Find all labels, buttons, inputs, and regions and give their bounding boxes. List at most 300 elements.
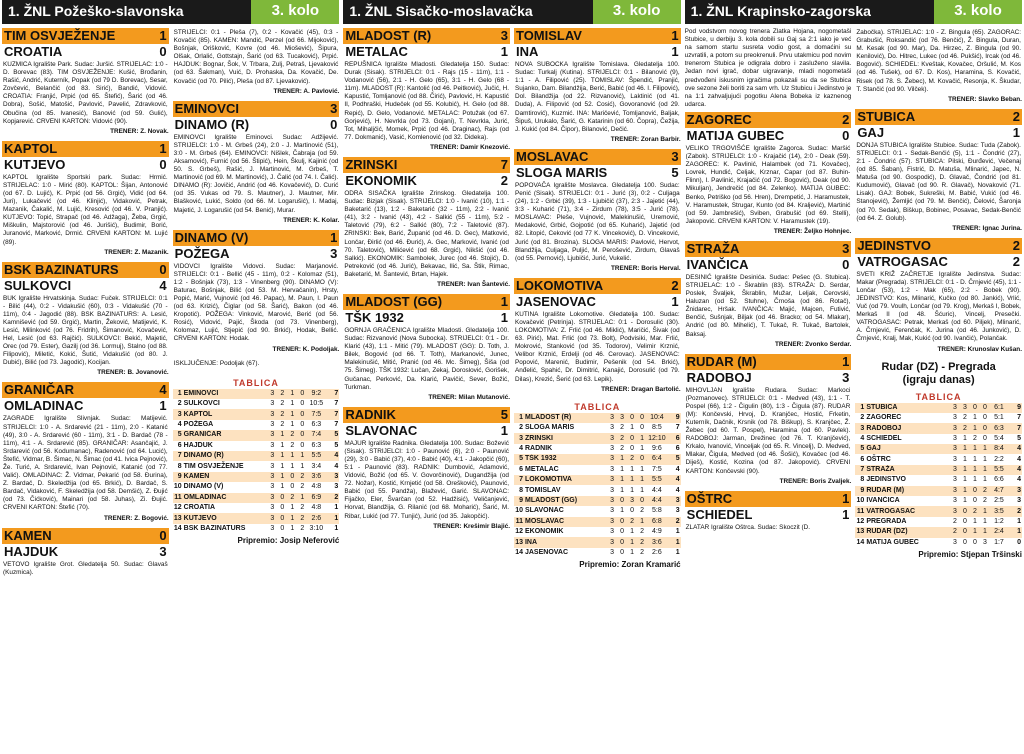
- standings-cell: 1: [637, 433, 647, 443]
- standings-cell: 1: [983, 476, 987, 484]
- standings-cell: 0: [300, 400, 305, 408]
- home-team-bar: [855, 238, 1022, 254]
- standings-cell: 0: [970, 403, 980, 413]
- standings-cell: 3: [607, 413, 617, 423]
- standings-cell: 14: [173, 524, 182, 532]
- coach-line: TRENER: K. Podoljak.: [272, 345, 340, 353]
- standings-cell: POŽEGA: [183, 420, 214, 428]
- away-team-bar: [343, 173, 510, 189]
- standings-row: [855, 413, 1022, 423]
- standings-cell: 1:7: [994, 538, 1004, 546]
- standings-cell: 6: [860, 455, 865, 463]
- standings-cell: TOMISLAV: [524, 486, 561, 494]
- away-team-score: 1: [671, 293, 679, 309]
- standings-cell: 5:4: [994, 434, 1004, 442]
- home-team-name: MOSLAVAC: [515, 148, 589, 164]
- standings-cell: 10:5: [309, 400, 324, 408]
- standings-cell: 0: [627, 433, 637, 443]
- standings-cell: 3: [270, 441, 275, 449]
- standings-cell: RUDAR (M): [865, 486, 950, 496]
- league-header: [2, 0, 339, 24]
- standings-cell: 12: [515, 528, 523, 536]
- home-team-bar: [514, 28, 681, 44]
- fixture-note: [855, 361, 1022, 387]
- standings-cell: 2: [667, 517, 681, 527]
- standings-cell: 3: [607, 496, 617, 506]
- standings-row: [514, 475, 681, 485]
- standings-cell: METALAC: [524, 465, 559, 473]
- standings-cell: 2: [277, 389, 287, 399]
- league-section: [343, 0, 680, 754]
- match-report: REPUŠNICA Igralište Mladosti. Gledatelja 150. Sudac: Durak (Sisak). STRIJELCI: 0:1 - Rajs (15 - 11m), 1:1 - Vodanović (56), 2:1 - H. Gelo (65), 3:1 - H. Gelo (68 - 11m). MLADOST (R): Kantolić (od 46. Peitković), Jučić, H. Kapustić, Tomljanović (od 88. Čirić), Pavlović, H. Kapustić II, Podhraški, Hudeček (od 55. Kolubić), H. Gelo (od 88. Repić), D. Gelo, Vodanović. METALAC: Potužak (od 67. Gorjević), H. Nevrkla (od 73. Gojani), T. Nevrkla, Jurić, Tot, Mihaljčić, Momek, Prpić (od 46. Draginac), Rajs (od 77. Dokmanić), Vasić, Komlenović (od 32. Dideka).: [344, 61, 509, 141]
- standings-cell: 9: [855, 486, 865, 496]
- standings-table: [173, 389, 340, 534]
- away-team-name: RADOBOJ: [686, 369, 752, 385]
- standings-cell: 3: [270, 483, 275, 491]
- text-column: [855, 28, 1022, 754]
- standings-title: TABLICA: [233, 377, 279, 388]
- standings-cell: 1: [287, 409, 297, 419]
- match-report: VIDOVCI Igralište Vidovci. Sudac: Marjanović. STRIJELCI: 0:1 - Bellić (45 - 11m), 0:2 - Kolomaz (51), 1:2 - Bošnjak (73), 1:3 - Vinenberg (90). DINAMO (V): Baturac, Bošnjak, Bilić (od 53. M. Hervačanin), Hrsty, Popić, Marić, Vujnović (od 46. Papac), M. Paun, I. Paun (od 63. Krizić), Čiglar (od 58. Šarić), Bakon (od 46. Kropotić). POŽEGA: Vinković, Marović, Berić (od 56. Rosić), Vidović, Pajić, Škoda (od 73. Vinenberg), Kolomaz, Lujić, Stjepić (od 90. Brkić), Hodak, Bellić. CRVENI KARTON: Hodak.: [173, 262, 339, 343]
- standings-cell: 0: [960, 527, 970, 537]
- match-report: BUK Igralište Hrvatskinja. Sudac: Fuček. STRIJELCI: 0:1 - Bilić (44), 0:2 - Vidakušić (60), 0:3 - Vidakušić (70 - 11m), 0:4 - Jagodić (88). BSK BAZINATURS: A. Lesić, Kamnišević (od 59. Grgić), Martin, Žeković, Matijević, K. Lesić, Milinković (od 76. Fridrih), Šimanović, Kovačević, Hel, Lesić (od 63. Rajčić). SULKOVCI: Bekić, Majetić, Orec (od 79. Ester), Gazilj (od 36. Lormuj), Stalno (od 88. Filipović), Miletić, Kokić, Šutić, Vidakušić (od 80. J. Dubić), Bilić (od 73. Jagodić), Kocijan.: [3, 294, 168, 367]
- standings-cell: 7: [1008, 423, 1022, 433]
- away-team-name: GAJ: [857, 124, 885, 140]
- standings-cell: 2: [620, 424, 625, 432]
- standings-cell: 1: [640, 444, 645, 452]
- standings-cell: 1: [960, 444, 970, 454]
- standings-cell: 4: [1017, 455, 1021, 463]
- standings-cell: 7: [334, 420, 339, 428]
- standings-cell: 10: [856, 497, 865, 505]
- match-report: MAJUR Igralište Radnika. Gledatelja 100. Sudac: Božević (Sisak). STRIJELCI: 1:0 - Paunović (6), 2:0 - Paunović (29), 3:0 - Babić (37), 4:0 - Babić (40), 4:1 - Jakopčić (60), 5:1 - Paunović (83). RADNIK: Dumbović, Adamović, Vidović, Božić (od 65. V. Govorčinović), Dugandžija (od 72. Nožar), Kostić, Krnjetić (od 58. Orešković), Paunović, Babić (od 55. Pandža), Blažević, Garić. SLAVONAC: Fijačko, Eler, Švarčan (od 52. Hadžisić), Veličanjević, Horvat, Blandžija, G. Rilanić (od 68. Moharić), Šarić, M. Ribar, Lukić (od 77. Tunjić), Jurić (od 35. Jakopčić).: [344, 439, 509, 520]
- standings-cell: 8: [860, 476, 865, 484]
- away-team-bar: [2, 44, 169, 60]
- standings-cell: 3: [610, 486, 615, 494]
- standings-cell: SLAVONAC: [524, 507, 564, 515]
- standings-cell: 4:4: [647, 496, 667, 506]
- standings-cell: 7: [325, 409, 339, 419]
- home-team-name: GRANIČAR: [4, 382, 75, 398]
- standings-cell: 1: [970, 444, 980, 454]
- standings-cell: 7:5: [307, 409, 325, 419]
- standings-cell: 1: [287, 513, 297, 523]
- standings-row: [173, 389, 340, 399]
- home-team-name: TOMISLAV: [515, 28, 582, 43]
- text-column: [2, 28, 169, 754]
- home-team-name: STUBICA: [857, 108, 916, 124]
- standings-cell: TŠK 1932: [524, 454, 607, 464]
- standings-cell: 4:9: [652, 528, 662, 536]
- standings-row: [855, 538, 1022, 548]
- standings-cell: 3: [607, 433, 617, 443]
- home-team-score: 0: [159, 261, 167, 277]
- standings-cell: 3: [267, 493, 277, 503]
- standings-cell: 1: [980, 506, 990, 516]
- standings-cell: 7: [1017, 414, 1021, 422]
- standings-cell: 2: [287, 430, 297, 440]
- standings-cell: 3: [270, 524, 275, 532]
- standings-row: [514, 485, 681, 495]
- home-team-bar: [2, 28, 169, 44]
- standings-row: [855, 423, 1022, 433]
- coach-line: TRENER: Damir Knezović.: [430, 143, 510, 151]
- standings-cell: 4:8: [311, 483, 322, 491]
- away-team-bar: [514, 294, 681, 310]
- away-team-score: 0: [842, 256, 850, 272]
- standings-cell: RADNIK: [524, 444, 553, 452]
- match-report: KUTINA Igralište Lokomotive. Gledatelja 100. Sudac: Kovačević (Petrinja). STRIJELAC: 0:1 - Dorosulić (30). LOKOMOTIVA: Z. Frlić (od 46. Miklić), Maričić, Šivak (od 63. Pirić), Mat. Frlić (od 73. Bolt), Podvisiki, Mar. Frlić, Mokrović, Stanković (od 35. Todorov), Velimir Krznić, Velibor Krznić, Erdelji (od 46. Cerovac). JASENOVAC: Popović, Marenić, Budimir, Pešenik (od 54. Brkić), Anđelić, Spahić, Dr. Dimitrić, Kanajić, Dorosulić (od 79. Dilas), Krezić, Šerić (od 63. Lepik).: [514, 310, 680, 383]
- standings-cell: 1: [617, 454, 627, 464]
- standings-row: [173, 461, 340, 471]
- standings-cell: 1: [1008, 527, 1022, 537]
- standings-cell: 4: [519, 444, 523, 452]
- home-team-name: KAMEN: [4, 527, 52, 543]
- coach-line: TRENER: K. Kolar.: [283, 216, 340, 224]
- standings-cell: 2:6: [307, 513, 325, 523]
- league-section: [685, 0, 1022, 754]
- away-team-bar: [173, 117, 340, 133]
- text-column: [685, 28, 852, 754]
- home-team-bar: [2, 141, 169, 157]
- standings-cell: 3: [953, 476, 957, 484]
- home-team-name: RUDAR (M): [686, 353, 757, 369]
- fixture-line: Rudar (DZ) - Pregrada: [881, 360, 996, 373]
- standings-cell: 0: [290, 483, 295, 491]
- home-team-score: 1: [159, 140, 167, 156]
- standings-cell: 1: [277, 430, 287, 440]
- standings-cell: 2: [973, 434, 977, 442]
- away-team-bar: [685, 507, 852, 523]
- match-report-continued: STRIJELCI: 0:1 - Pleša (7), 0:2 - Kovačić (45), 0:3 - Kovačić (85). KAMEN: Mandić, Perzel (od 66. Mijoković), Bošnjak, Orišković, Kovre (od 46. Miošević), Šipura, Olšak, Orlalić, Gottstajn, Šarić (od 63. Tucaković), Prpić. HAJDUK: Bognar, Šok, V. Trbara, Zulj, Petraš, Ljevaković (od 63. Šakman), Vuić, D. Prohaska, Da. Kovačić, De. Kovačić (od 70. Pilić), Pleša (od 87. Ljevaković).: [173, 29, 339, 85]
- standings-cell: OMLADINAC: [183, 493, 268, 503]
- standings-cell: 1: [667, 537, 681, 547]
- home-team-name: BSK BAZINATURS: [4, 261, 119, 277]
- home-team-score: 2: [1012, 108, 1020, 124]
- standings-cell: EMINOVCI: [183, 389, 268, 399]
- standings-cell: 3: [617, 413, 627, 423]
- away-team-name: CROATIA: [4, 44, 63, 59]
- standings-cell: 6:3: [311, 441, 322, 449]
- home-team-bar: [2, 262, 169, 278]
- match-report: VELIKO TRGOVIŠĆE Igralište Zagorca. Sudac: Maršić (Zabok). STRIJELCI: 1:0 - Krajačić (14), 2:0 - Deak (59). ZAGOREC: K. Pavlinić, Halambek (od 71. Kovačec), Lovrek, Hundić, Celjak, Krznar, Capar (od 87. Buhin-Flinn), I. Pavlinić, Krajačić (od 72. Bogović), Deak (od 90. Mikuljan), Jendrečić (od 84. Zelenko). MATIJA GUBEC: Benko, Petriško (od 56. Hren), Drempetić, J. Haramustek, V. Haramustek, Strugar, Kunto (od 84. Kraljević), Martinić (od 59. Jambrešić), Sviben, Grabušić (od 69. Stelli), Jakopović. CRVENI KARTON: V. Haramustek (19).: [685, 144, 851, 225]
- standings-cell: 13: [855, 527, 865, 537]
- standings-cell: 3: [953, 538, 957, 546]
- standings-cell: 3:4: [311, 462, 322, 470]
- coach-line: TRENER: Dragan Bartolić.: [601, 385, 681, 393]
- standings-cell: 3: [267, 451, 277, 461]
- standings-cell: 3: [607, 454, 617, 464]
- standings-cell: 4: [177, 420, 182, 428]
- standings-cell: 3: [950, 465, 960, 475]
- coach-line: TRENER: Ignac Jurina.: [952, 224, 1022, 232]
- home-team-bar: [685, 491, 852, 507]
- standings-cell: 4: [1008, 444, 1022, 454]
- standings-cell: 3: [607, 517, 617, 527]
- standings-cell: 3: [610, 528, 615, 536]
- standings-cell: 1: [983, 455, 987, 463]
- standings-cell: 7: [855, 465, 865, 475]
- standings-row: [855, 527, 1022, 537]
- away-team-name: INA: [515, 44, 539, 59]
- home-team-score: 1: [500, 293, 508, 309]
- standings-cell: 13: [173, 513, 183, 523]
- round-label: 3. kolo: [934, 0, 1022, 24]
- standings-cell: 9: [667, 413, 681, 423]
- home-team-score: 2: [842, 111, 850, 127]
- standings-cell: 1: [973, 414, 977, 422]
- standings-cell: DINAMO (R): [183, 451, 268, 461]
- standings-cell: 1: [973, 518, 977, 526]
- standings-cell: 0: [300, 420, 305, 428]
- away-team-score: 0: [159, 44, 167, 59]
- home-team-bar: [343, 407, 510, 423]
- away-team-name: OMLADINAC: [4, 398, 84, 414]
- standings-cell: GRANIČAR: [183, 430, 268, 440]
- standings-cell: 5: [334, 441, 339, 449]
- home-team-bar: [343, 157, 510, 173]
- standings-cell: 1: [970, 423, 980, 433]
- standings-cell: 3: [1008, 486, 1022, 496]
- standings-cell: 1: [675, 528, 680, 536]
- standings-cell: 1: [980, 444, 990, 454]
- standings-cell: 3: [953, 455, 957, 463]
- standings-cell: 0: [280, 504, 285, 512]
- standings-cell: CROATIA: [183, 504, 216, 512]
- standings-cell: 2: [860, 414, 865, 422]
- standings-cell: 1: [630, 548, 635, 556]
- standings-row: [173, 503, 340, 513]
- standings-cell: 9:6: [652, 444, 662, 452]
- home-team-score: 1: [159, 28, 167, 43]
- standings-cell: 0: [973, 497, 977, 505]
- standings-cell: 1: [630, 486, 635, 494]
- away-team-score: 0: [842, 127, 850, 143]
- standings-cell: 3: [983, 538, 987, 546]
- standings-cell: 3: [173, 409, 183, 419]
- match-report: DESINIĆ Igralište Desinića. Sudac: Pešec (G. Stubica). STRIJELAC: 1:0 - Škrablin (83). STRAŽA: D. Serdar, Poslek, Švaljek, Škrablin, Mužar, Leljak, Cerovski, Haluzan (od 52. Stuhne), Črnoša (od 86. Rotač), Žnidarec, Hršak. IVANČICA: Majić, Majcen, Futivić, Benčić, Sušnjak, Biljak (od 46. Bracko; od 54. Mlakar), Andrić (od 80. Mihelić), T. Tukač, R. Tukač, Bartolek, Baksaj.: [685, 273, 851, 338]
- standings-cell: 5: [173, 430, 183, 440]
- standings-cell: 1: [627, 537, 637, 547]
- league-header: [343, 0, 680, 24]
- standings-cell: 5:5: [990, 465, 1008, 475]
- standings-cell: RADOBOJ: [865, 423, 950, 433]
- away-team-bar: [514, 44, 681, 60]
- home-team-bar: [685, 354, 852, 370]
- coach-line: TRENER: Z. Mazanik.: [104, 248, 169, 256]
- standings-cell: 3: [667, 496, 681, 506]
- standings-cell: 5:8: [652, 507, 662, 515]
- home-team-name: EMINOVCI: [174, 100, 239, 116]
- home-team-bar: [514, 278, 681, 294]
- standings-cell: 0: [980, 423, 990, 433]
- standings-cell: IVANČICA: [866, 497, 900, 505]
- standings-cell: 3: [610, 548, 615, 556]
- standings-cell: 13: [514, 537, 524, 547]
- match-report: KAPTOL Igralište Sportski park. Sudac: Hrmić. STRIJELAC: 1:0 - Mirić (80). KAPTOL: Šijan, Antonović (od 67. D. Lujić), K. Prpić (od 56. Grgić), Vidić (od 64. Juri), Lukačević (od 46. Klinjić), Vidaković, Petrak, Mazanik, Čakalić, M. Lujić, Kresović (od 46. V. Pranjić). KUTJEVO: Topić, Strapač (od 46. Adžaga), Žeba, Grgić, Miškulin, Majstorović (od 46. Jurišić), Budimir, Borić, Juranović, Marković, Drmić. CRVENI KARTON: M. Lujić (89).: [3, 173, 168, 246]
- standings-cell: 8: [177, 462, 182, 470]
- author-credit: Pripremio: Stjepan Tršinski: [918, 550, 1022, 559]
- coach-line: TRENER: Slavko Beban.: [948, 95, 1022, 103]
- league-body: [685, 24, 1022, 754]
- standings-row: [514, 465, 681, 475]
- standings-cell: 1: [855, 403, 865, 413]
- standings-cell: 3: [960, 403, 970, 413]
- standings-cell: 3: [270, 462, 275, 470]
- standings-cell: 5: [855, 444, 865, 454]
- author-credit: Pripremio: Josip Neferović: [237, 536, 340, 546]
- standings-row: [855, 496, 1022, 506]
- standings-cell: 1: [514, 413, 524, 423]
- away-team-bar: [2, 157, 169, 173]
- home-team-score: 3: [842, 240, 850, 256]
- standings-cell: 14: [856, 538, 865, 546]
- away-team-score: 3: [159, 543, 167, 559]
- home-team-name: LOKOMOTIVA: [515, 277, 604, 293]
- standings-cell: 1: [334, 504, 339, 512]
- home-team-bar: [2, 528, 169, 544]
- home-team-score: 3: [671, 148, 679, 164]
- away-team-name: POŽEGA: [174, 245, 230, 261]
- standings-cell: 3: [627, 496, 637, 506]
- standings-cell: 4: [1017, 476, 1021, 484]
- standings-cell: 1: [334, 524, 339, 532]
- away-team-name: IVANČICA: [686, 256, 749, 272]
- match-report: VETOVO Igralište Grot. Gledatelja 50. Sudac: Glavaš (Kuzmica).: [3, 560, 168, 576]
- standings-cell: 2: [519, 424, 523, 432]
- standings-cell: 1: [675, 548, 680, 556]
- standings-row: [173, 493, 340, 503]
- standings-cell: 5:1: [994, 414, 1004, 422]
- standings-cell: 7:5: [652, 465, 662, 473]
- standings-cell: ZAGOREC: [866, 414, 902, 422]
- standings-cell: 4: [325, 451, 339, 461]
- standings-cell: 3: [267, 513, 277, 523]
- standings-cell: 1: [637, 475, 647, 485]
- standings-cell: 1: [963, 434, 967, 442]
- standings-cell: 7:4: [307, 430, 325, 440]
- coach-line: TRENER: Z. Bogović.: [104, 514, 169, 522]
- standings-cell: ZRINSKI: [524, 433, 607, 443]
- standings-cell: 0: [630, 507, 635, 515]
- standings-cell: 1: [620, 507, 625, 515]
- away-team-score: 1: [500, 44, 508, 59]
- standings-row: [514, 433, 681, 443]
- away-team-bar: [855, 125, 1022, 141]
- standings-cell: STRAŽA: [865, 465, 950, 475]
- standings-cell: 0: [620, 528, 625, 536]
- standings-row: [855, 444, 1022, 454]
- standings-cell: 1: [637, 517, 647, 527]
- away-team-name: TŠK 1932: [345, 309, 404, 325]
- standings-cell: 7: [334, 400, 339, 408]
- standings-cell: 1: [970, 527, 980, 537]
- home-team-name: OŠTRC: [686, 490, 733, 506]
- standings-cell: TIM OSVJEŽENJE: [183, 462, 244, 470]
- coach-line: TRENER: Ivan Šantević.: [437, 280, 510, 288]
- spacer: [514, 394, 681, 399]
- league-body: [343, 24, 680, 754]
- home-team-score: 0: [159, 527, 167, 543]
- away-team-name: KUTJEVO: [4, 156, 66, 172]
- home-team-score: 4: [159, 382, 167, 398]
- standings-cell: 2: [960, 423, 970, 433]
- text-column: [173, 28, 340, 754]
- home-team-bar: [343, 28, 510, 44]
- standings-cell: 6: [667, 433, 681, 443]
- home-team-score: 1: [330, 229, 338, 245]
- coach-line: TRENER: A. Pavlović.: [273, 87, 340, 95]
- standings-cell: 3: [607, 537, 617, 547]
- standings-cell: 5: [325, 430, 339, 440]
- standings-cell: 4:4: [652, 486, 662, 494]
- standings-cell: 2: [300, 524, 305, 532]
- coach-line: TRENER: B. Jovanović.: [97, 369, 169, 377]
- league-title: 1. ŽNL Krapinsko-zagorska: [690, 3, 871, 19]
- standings-cell: 3: [607, 475, 617, 485]
- standings-row: [173, 524, 340, 534]
- away-team-score: 3: [842, 369, 850, 385]
- standings-cell: 2: [640, 548, 645, 556]
- fixture-status: (igraju danas): [902, 373, 975, 386]
- standings-cell: 7: [675, 424, 680, 432]
- standings-cell: 7: [173, 451, 183, 461]
- standings-cell: 1: [290, 420, 295, 428]
- standings-cell: 2:4: [990, 527, 1008, 537]
- match-report: KUZMICA Igralište Park. Sudac: Juršić. STRIJELAC: 1:0 - D. Borevac (83). TIM OSVJEŽENJE: Kušić, Brođanin, Rašić, Andrić, Kuterník, Popak (od 79 D. Borevac), Sesar, Zovčević, Belančić (od 83. Sirić), Bandić, Vidović. CROATIA: Franjić, Prpić (od 65. Štefić), Šarić (od 46. Dobra), Sošić, Matošić, Pavlović, Pavelić, Zdravković, Obučina (od 85. Ivanesić), Banović (od 59. Gulić), Kopjarević. CRVENI KARTON: Vidović (90).: [3, 61, 168, 125]
- away-team-score: 2: [500, 172, 508, 188]
- standings-cell: 11: [173, 493, 183, 503]
- standings-cell: 4:7: [990, 486, 1008, 496]
- standings-row: [173, 441, 340, 451]
- standings-cell: 0: [963, 518, 967, 526]
- match-report-continued: ISKLJUČENJE: Podoljak (67).: [173, 359, 260, 367]
- standings-cell: LOKOMOTIVA: [524, 475, 607, 485]
- away-team-name: EKONOMIK: [345, 172, 417, 188]
- standings-cell: 0: [637, 413, 647, 423]
- standings-cell: 1:2: [994, 518, 1004, 526]
- match-report: SVETI KRIŽ ZAČRETJE Igralište Jedinstva. Sudac: Makar (Pregrada). STRIJELCI: 0:1 - D. Črnjević (45), 1:1 - Lončar (53), 1:2 - Mak (65), 2:2 - Bobek (90). JEDINSTVO: Kos, Mlinarić, Kučko (od 80. Jankić), Vrlić, Vuč (od 79. Voulh, Lončar (od 79. Krog), Merkaš I, Bobek, Merkaš II (od 48. Šćuric), Vincelj, Presečki. VATROGASAC: Petrak, Merkaš (od 60. Piljek), Mlinarić, A. Črnjević, Ferenčak, K. Jurina (od 46. Junković), D. Črnjević, Kralj, Mak, Kukić (od 90. Ivančić), Polančak.: [856, 270, 1021, 343]
- standings-cell: 0: [963, 538, 967, 546]
- standings-cell: 1: [973, 476, 977, 484]
- spacer: [173, 370, 340, 375]
- standings-cell: 2: [287, 493, 297, 503]
- standings-row: [173, 482, 340, 492]
- standings-cell: 5: [667, 454, 681, 464]
- standings-cell: 1: [963, 497, 967, 505]
- away-team-bar: [685, 257, 852, 273]
- home-team-score: 5: [500, 406, 508, 422]
- text-column: [514, 28, 681, 754]
- match-report: EMINOVCI Igralište Eminovci. Sudac: Adžijević. STRIJELCI: 1:0 - M. Grbeš (24), 2:0 - J. Martinović (51), 3:0 - M. Grbeš (64). EMINOVCI: Nišlek, Čabraja (od 59. Aksamović), Furnić (od 56. Štipić), Hein, Škulj, Kajinić (od 50. S. Grbeš), Rašić, J. Martinović, M. Grbeš, T. Martinović (od 69. M. Martinović), J. Čalić (od 74. I. Čalić). DINAMO (R): Jovičić, Andrić (od 46. Kovačević), D. Curić (od 35. Vukas od 79. S. Mautner), J. Mautner, Mir. Blašković, Lukić, Soldo (od 66. M. Logarušić), I. Madaj, Majetić, J. Logarušić (od 54. Benić), Murar.: [173, 133, 339, 214]
- standings-cell: 3: [270, 420, 275, 428]
- coach-line: TRENER: Z. Novak.: [110, 127, 169, 135]
- standings-cell: 1: [287, 451, 297, 461]
- standings-cell: 1: [963, 476, 967, 484]
- standings-cell: MOSLAVAC: [524, 517, 607, 527]
- standings-cell: 6:6: [994, 476, 1004, 484]
- standings-row: [173, 409, 340, 419]
- standings-cell: RUDAR (DZ): [865, 527, 950, 537]
- standings-cell: 0: [640, 424, 645, 432]
- away-team-score: 0: [330, 116, 338, 132]
- away-team-name: SCHIEDEL: [686, 506, 753, 522]
- standings-cell: 6:3: [990, 423, 1008, 433]
- standings-cell: MATIJA GUBEC: [866, 538, 919, 546]
- standings-cell: 0: [617, 537, 627, 547]
- coach-line: TRENER: Željko Hohnjec.: [773, 227, 852, 235]
- standings-cell: 3: [267, 409, 277, 419]
